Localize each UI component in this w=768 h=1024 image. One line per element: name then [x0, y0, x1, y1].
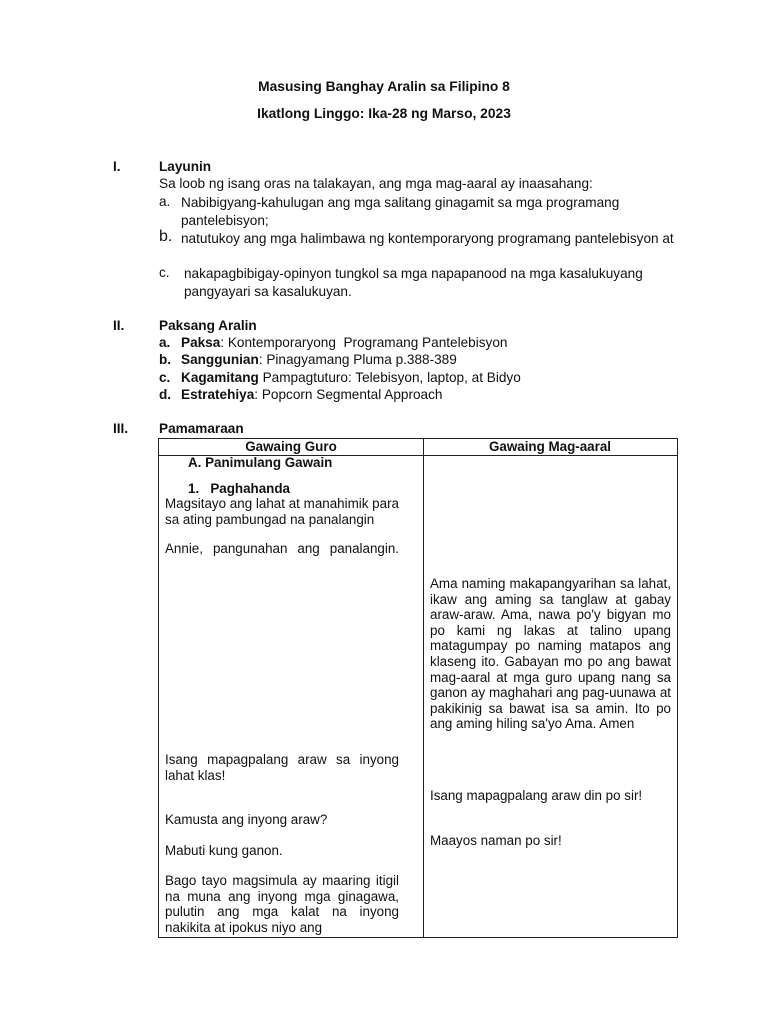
student-prayer: Ama naming makapangyarihan sa lahat, ikaw ang aming sa tanglaw at gabay araw-araw. Ama, nawa po'y bigyan mo po kami ng lakas at talino upang matagumpay po naming matapos ang klaseng ito. Gabayan mo po ang bawat mag-aaral at mga guro upang nang sa ganon ay maghahari ang pag-uunawa at pakikinig sa bawat isa sa amin. Ito po ang aming hiling sa'yo Ama. Amen — [430, 576, 671, 732]
section-3-heading: Pamamaraan — [159, 421, 244, 436]
teacher-question: Kamusta ang inyong araw? — [165, 812, 328, 827]
objective-item: nakapagbibigay-opinyon tungkol sa mga napapanood na mga kasalukuyang pangyayari sa kasalukuyan. — [184, 266, 643, 299]
student-response: Maayos naman po sir! — [430, 833, 562, 848]
student-greeting: Isang mapagpalang araw din po sir! — [430, 788, 643, 803]
topic-letter: d. — [159, 387, 172, 402]
topic-label: Paksa — [181, 335, 221, 350]
topic-item — [181, 335, 507, 350]
teacher-response: Mabuti kung ganon. — [165, 843, 283, 858]
teacher-prayer-call: Magsitayo ang lahat at manahimik para sa ating pambungad na panalangin — [165, 496, 399, 527]
objective-letter: c. — [159, 265, 170, 280]
table-header-student: Gawaing Mag-aaral — [488, 439, 612, 454]
table-column-divider — [423, 439, 424, 937]
section-2-heading: Paksang Aralin — [159, 318, 257, 333]
subheading-paghahanda: 1. Paghahanda — [188, 481, 290, 496]
topic-label: Kagamitang — [181, 370, 259, 385]
document-title: Masusing Banghay Aralin sa Filipino 8 — [258, 79, 510, 94]
topic-letter: b. — [159, 352, 172, 367]
topic-item — [181, 370, 521, 385]
topic-item — [181, 352, 457, 367]
teacher-prayer-leader: Annie, pangunahan ang panalangin. — [165, 541, 399, 556]
topic-label: Sanggunian — [181, 352, 259, 367]
objective-item: Nabibigyang-kahulugan ang mga salitang ginagamit sa mga programang pantelebisyon; — [181, 195, 620, 228]
section-1-numeral: I. — [113, 159, 121, 174]
topic-letter: a. — [159, 335, 171, 350]
topic-value: Pampagtuturo: Telebisyon, laptop, at Bidyo — [258, 370, 521, 385]
objective-letter: b. — [159, 228, 173, 245]
section-1-heading: Layunin — [159, 159, 212, 174]
section-2-numeral: II. — [113, 318, 125, 333]
objective-item: natutukoy ang mga halimbawa ng kontemporaryong programang pantelebisyon at — [181, 231, 674, 246]
document-subtitle: Ikatlong Linggo: Ika-28 ng Marso, 2023 — [257, 106, 511, 121]
teacher-greeting: Isang mapagpalang araw sa inyong lahat klas! — [165, 752, 399, 783]
table-header-teacher: Gawaing Guro — [245, 439, 337, 454]
subheading-panimulang-gawain: A. Panimulang Gawain — [188, 455, 333, 470]
topic-value: : Pinagyamang Pluma p.388-389 — [258, 352, 457, 367]
section-3-numeral: III. — [113, 421, 129, 436]
topic-label: Estratehiya — [181, 387, 255, 402]
topic-item — [181, 387, 442, 402]
topic-value: : Kontemporaryong Programang Pantelebisyon — [220, 335, 508, 350]
teacher-instruction: Bago tayo magsimula ay maaring itigil na muna ang inyong mga ginagawa, pulutin ang mga kalat na inyong nakikita at ipokus niyo ang — [165, 873, 399, 935]
objective-letter: a. — [159, 194, 171, 209]
topic-value: : Popcorn Segmental Approach — [254, 387, 443, 402]
topic-letter: c. — [159, 370, 171, 385]
section-1-intro: Sa loob ng isang oras na talakayan, ang mga mag-aaral ay inaasahang: — [159, 176, 593, 191]
